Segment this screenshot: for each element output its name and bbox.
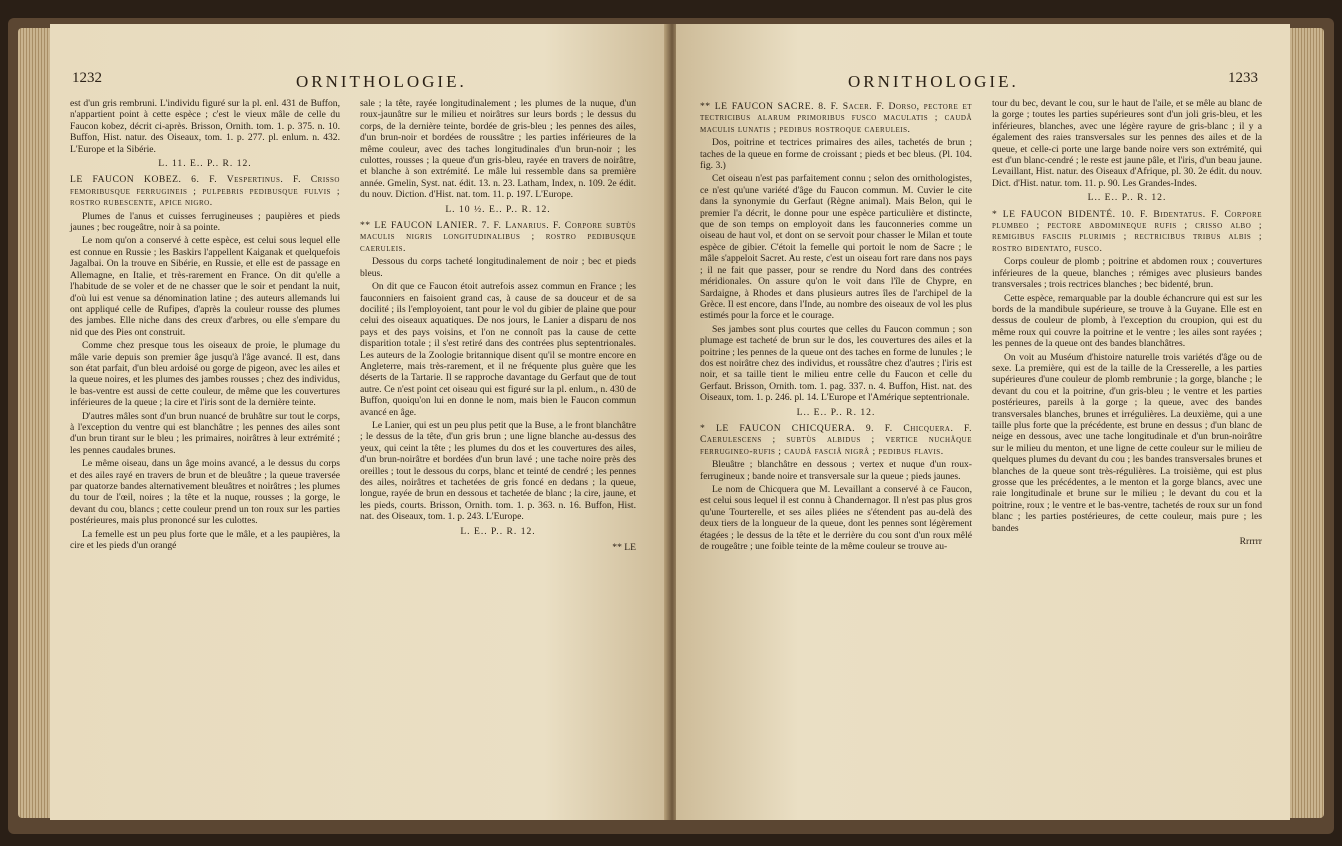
- right-page: [676, 24, 1290, 820]
- species-heading: LE FAUCON KOBEZ. 6. F. Vespertinus. F. Crisso femoribusque ferrugineis ; pulpebris pedibusque fulvis ; rostro rubescente, apice nigro.: [70, 174, 340, 209]
- measurement-line: L.. E.. P.. R. 12.: [1087, 192, 1167, 204]
- paragraph: Le nom de Chicquera que M. Levaillant a conservé à ce Faucon, est celui sous lequel il est connu à Chandernagor. Il n'est pas plus gros qu'une Tourterelle, et ses ailes pliées ne s'étendent pas au-delà des deux tiers de la longueur de la queue, dont les pennes sont légèrement étagées ; le dessus de la tête et le derrière du cou sont d'un roux mêlé de rougeâtre ; une foible teinte de la même couleur se trouve au-: [700, 484, 972, 553]
- paragraph: Plumes de l'anus et cuisses ferrugineuses ; paupières et pieds jaunes ; bec rougeâtre, noir à sa pointe.: [70, 210, 340, 234]
- species-heading: * LE FAUCON BIDENTÉ. 10. F. Bidentatus. F. Corpore plumbeo ; pectore abdomineque rufis ; crisso albo ; remigibus fasciis plurimis ; rectricibus tribus albis ; rostro bidentato, fusco.: [992, 208, 1262, 254]
- paragraph: Bleuâtre ; blanchâtre en dessous ; vertex et nuque d'un roux-ferrugineux ; bande noire et transversale sur la queue ; pieds jaunes.: [700, 459, 972, 482]
- paragraph: Dos, poitrine et tectrices primaires des ailes, tachetés de brun ; taches de la queue en forme de croissant ; pieds et bec bleus. (Pl. 104. fig. 3.): [700, 137, 972, 172]
- paragraph: tour du bec, devant le cou, sur le haut de l'aile, et se mêle au blanc de la gorge ; toutes les parties supérieures sont d'un joli gris-bleu, et les inférieures, blanches, avec une légère rayure de gris-blanc ; il y a également des raies transversales sur les pennes des ailes et de la queue, et celle-ci porte une large bande noire vers son extrémité, qui est d'un blanc-cendré ; le reste est jaune pâle, et l'iris, d'un beau jaune. Levaillant, Hist. natur. des Oiseaux d'Afrique, pl. 30. 2e édit. du nouv. Dict. d'Hist. natur. tom. 11. p. 90. Les Grandes-Indes.: [992, 98, 1262, 189]
- species-heading: ** LE FAUCON SACRE. 8. F. Sacer. F. Dorso, pectore et tectricibus alarum primoribus fusco maculatis ; caudâ maculis lunatis ; pedibus rostroque caeruleis.: [700, 101, 972, 135]
- species-heading: ** LE FAUCON LANIER. 7. F. Lanarius. F. Corpore subtùs maculis nigris longitudinalibus ; rostro pedibusque caeruleis.: [360, 220, 636, 254]
- page-number: 1232: [72, 70, 102, 86]
- measurement-line: L. 11. E.. P.. R. 12.: [158, 158, 252, 170]
- paragraph: Le même oiseau, dans un âge moins avancé, a le dessus du corps et des ailes rayé en travers de brun et de bleuâtre ; la queue traversée par quatorze bandes alternativement bleuâtres et noirâtres ; les plumes du tour de l'œil, noires ; la tête et la nuque, rousses ; la gorge, le devant du cou, blancs ; cette couleur prend un ton roux sur les parties postérieures, mais plus prononcé sur les culottes.: [70, 458, 340, 527]
- paragraph: est d'un gris rembruni. L'individu figuré sur la pl. enl. 431 de Buffon, n'appartient point à cette espèce ; c'est le vieux mâle de celle du Faucon kobez, décrit ci-après. Brisson, Ornith. tom. 1. p. 375. n. 10. Buffon, Hist. natur. des Oiseaux, tom. 1. p. 277. pl. enlum. n. 432. L'Europe et la Sibérie.: [70, 98, 340, 155]
- paragraph: La femelle est un peu plus forte que le mâle, et a les paupières, la cire et les pieds d'un orangé: [70, 528, 340, 552]
- left-column-2: [360, 98, 636, 555]
- left-page-edges: [18, 28, 52, 818]
- signature-mark: Rrrrrr: [1239, 536, 1262, 548]
- paragraph: D'autres mâles sont d'un brun nuancé de bruhâtre sur tout le corps, à l'exception du ventre qui est blanchâtre ; les pennes des ailes sont d'un brun tirant sur le bleu ; les primaires, noirâtres à leur extrémité ; les pennes caudales brunes.: [70, 410, 340, 456]
- paragraph: Ses jambes sont plus courtes que celles du Faucon commun ; son plumage est tacheté de brun sur le dos, les couvertures des ailes et la poitrine ; les pennes de la queue ont des taches en forme de lunules ; le dos est noirâtre chez des individus, et roussâtre chez d'autres ; l'iris est noir, et sa taille tient le milieu entre celle du Faucon et celle du Gerfaut. Brisson, Ornith. tom. 1. pag. 337. n. 4. Buffon, Hist. nat. des Oiseaux, tom. 1. p. 246. pl. 14. L'Europe et l'Amérique septentrionale.: [700, 323, 973, 404]
- left-column-1: [70, 98, 340, 553]
- measurement-line: L. 10 ½. E.. P.. R. 12.: [445, 203, 551, 215]
- paragraph: On dit que ce Faucon étoit autrefois assez commun en France ; les fauconniers en faisoient grand cas, à cause de sa douceur et de sa docilité ; ils l'employoient, tant pour le vol du gibier de plaine que pour celui des oiseaux aquatiques. De nos jours, le Lanier a disparu de nos pays et des pays voisins, et l'on ne connoît pas la cause de cette disparition totale ; il s'est retiré dans des contrées plus septentrionales. Les auteurs de la Zoologie britannique disent qu'il se montre encore en Angleterre, mais très-rarement, et il ne fréquente plus guère que les déserts de la Tartarie. Il se rapproche davantage du Gerfaut que de tout autre. Ce n'est point cet oiseau qui est figuré sur la pl. enlum., n. 430 de Buffon, quoiqu'on lui en donne le nom, mais bien le Faucon commun avancé en âge.: [360, 281, 636, 418]
- left-page: [50, 24, 668, 820]
- measurement-line: L.. E.. P.. R. 12.: [796, 406, 876, 418]
- running-head: ORNITHOLOGIE.: [296, 72, 467, 91]
- paragraph: On voit au Muséum d'histoire naturelle trois variétés d'âge ou de sexe. La première, qui est de la taille de la Cresserelle, a les parties supérieures d'une couleur de plomb rembrunie ; la gorge, blanche ; le devant du cou et la poitrine, d'un gris-bleu ; le ventre et les parties postérieures, pareils à la gorge ; la queue, avec des bandes transversales blanches, brunes et irrégulières. La deuxième, qui a une taille plus forte que la précédente, est brune en dessus ; d'un blanc de neige en dessous, avec une tache longitudinale et d'un brun-noirâtre sur le milieu du menton, et une ligne de cette couleur sur le milieu de quelques plumes du devant du cou ; les bandes transversales brunes et blanches de la queue sont très-régulières. La troisième, qui est plus grosse que les précédentes, a le menton et la gorge blancs, avec une raie longitudinale et brune sur le milieu ; le devant du cou et la poitrine, roux ; le ventre et le bas-ventre, tachetés de roux sur un fond blanc ; les parties postérieures, de cette couleur, mais pure ; les bandes: [992, 351, 1262, 534]
- species-heading: * LE FAUCON CHICQUERA. 9. F. Chicquera. F. Caerulescens ; subtùs albidus ; vertice nuchâque ferrugineo-rufis ; caudâ fasciâ nigrâ ; pedibus flavis.: [700, 422, 972, 457]
- measurement-line: L. E.. P.. R. 12.: [460, 525, 536, 537]
- catchword: ** LE: [612, 542, 636, 554]
- right-page-edges: [1290, 28, 1324, 818]
- paragraph: Le nom qu'on a conservé à cette espèce, est celui sous lequel elle est connue en Russie ; les Baskirs l'appellent Kaiganak et quelquefois Jagalbai. On la trouve en Sibérie, en Russie, et elle est de passage en Allemagne, en Italie, et très-rarement en France. On dit qu'elle a l'habitude de se voler et de ne chasser que le soir et pendant la nuit, d'où lui est venue sa dénomination latine ; des auteurs allemands lui ont appliqué celle de Rufipes, d'après la couleur rousse des plumes des jambes. Elle niche dans des creux d'arbres, ou elle s'empare du nid que des Pies ont construit.: [70, 235, 340, 338]
- paragraph: Dessous du corps tacheté longitudinalement de noir ; bec et pieds bleus.: [360, 256, 636, 279]
- page-number: 1233: [1228, 70, 1258, 86]
- paragraph: Comme chez presque tous les oiseaux de proie, le plumage du mâle varie depuis son premier âge jusqu'à l'âge avancé. Il est, dans son état parfait, d'un bleu ardoisé ou gorge de pigeon, avec les ailes et la queue noires, et les plumes des jambes rousses ; chez des individus, le bas-ventre est aussi de cette couleur, de même que les couvertures inférieures de la queue ; la cire et l'iris sont de la dernière teinte.: [70, 340, 340, 409]
- paragraph: Cet oiseau n'est pas parfaitement connu ; selon des ornithologistes, ce n'est qu'une variété d'âge du Faucon commun. M. Cuvier le cite dans la synonymie du Gerfaut (Règne animal). Mais Belon, qui le premier l'a décrit, le donne pour une espèce particulière et distincte, que de son temps on employoit dans les fauconneries comme un oiseau de haut vol, et dont on se servoit pour chasser le Milan et toute espèce de gibier. C'étoit la femelle qui portoit le nom de Sacre ; le mâle s'appeloit Sacret. Au reste, c'est un oiseau fort rare dans nos pays ; il ne fait que passer, pour se rendre du Nord dans des contrées méridionales. On assure qu'on le voit dans l'île de Chypre, en Sardaigne, à Rhodes et dans plusieurs autres îles de l'archipel de la Grèce. Il est encore, dans l'Inde, au nombre des oiseaux de vol les plus estimés pour la force et le courage.: [700, 173, 972, 322]
- paragraph: Le Lanier, qui est un peu plus petit que la Buse, a le front blanchâtre ; le dessus de la tête, d'un gris brun ; une ligne blanche au-dessus des yeux, qui ceint la tête ; les plumes du dos et les couvertures des ailes, d'un brun-noirâtre et bordées d'un brun lavé ; une tache noire près des oreilles ; tout le dessous du corps, blanc et teinté de cendré ; les pennes des ailes, noirâtres et tachetées de gris foncé en dedans ; la queue, longue, rayée de brun en dessous et tachetée de blanc ; la cire, jaune, et les pieds, courts. Brisson, Ornith. tom. 1. p. 363. n. 16. Buffon, Hist. nat. des Oiseaux, tom. 1. p. 243. L'Europe.: [360, 419, 636, 523]
- right-column-2: [992, 98, 1262, 549]
- right-column-1: [700, 98, 972, 554]
- paragraph: Corps couleur de plomb ; poitrine et abdomen roux ; couvertures inférieures de la queue, blanches ; rémiges avec plusieurs bandes transversales ; trois rectrices blanches ; bec bidenté, brun.: [992, 256, 1262, 291]
- running-head: ORNITHOLOGIE.: [848, 72, 1019, 91]
- paragraph: Cette espèce, remarquable par la double échancrure qui est sur les bords de la mandibule supérieure, se trouve à la Guyane. Elle est en dessus de couleur de plomb, à l'exception du croupion, qui est du même roux qui couvre la poitrine et le ventre ; les ailes sont rayées ; les pennes de la queue ont des bandes blanchâtres.: [992, 292, 1262, 350]
- paragraph: sale ; la tête, rayée longitudinalement ; les plumes de la nuque, d'un roux-jaunâtre sur le milieu et noirâtres sur leurs bords ; le dessus du corps, de la dernière teinte, bordée de gris-bleu ; les pennes des ailes, d'un brun-noir et bordées de roussâtre ; les parties inférieures de la même couleur, avec des taches longitudinales d'un brun-noir ; les culottes, rousses ; la queue d'un gris-bleu, rayée en travers de noirâtre, et blanche à son extrémité. Le mâle lui ressemble dans sa première année. Gmelin, Syst. nat. édit. 13. n. 23. Latham, Index, n. 109. 2e édit. du nouv. Diction. d'Hist. nat. tom. 11. p. 197. L'Europe.: [360, 98, 636, 201]
